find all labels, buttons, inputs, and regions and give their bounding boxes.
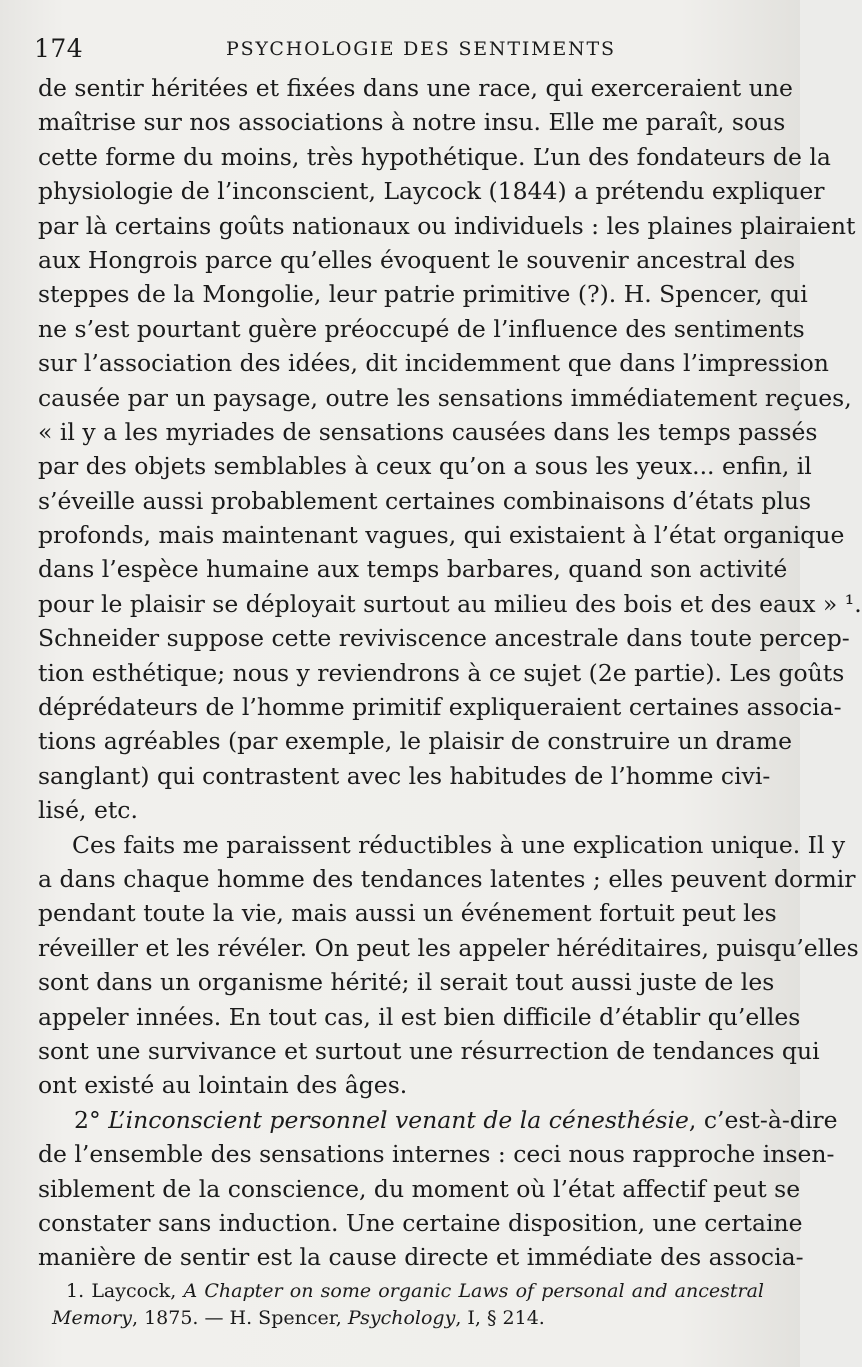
footnote-book-title-2: Psychology	[347, 1307, 456, 1329]
page-number: 174	[34, 34, 84, 63]
text-line: causée par un paysage, outre les sensations immédiatement reçues,	[38, 383, 852, 412]
text-line: physiologie de l’inconscient, Laycock (1844) a prétendu expliquer	[38, 177, 825, 206]
text-line: par là certains goûts nationaux ou individuels : les plaines plairaient	[38, 211, 856, 240]
text-line: de l’ensemble des sensations internes : ceci nous rapproche insen-	[38, 1140, 835, 1169]
footnote-reference: , I, § 214.	[455, 1307, 545, 1329]
text-line: lisé, etc.	[38, 796, 138, 825]
text-line: manière de sentir est la cause directe et immédiate des associa-	[38, 1243, 804, 1272]
footnote-book-title: A Chapter on some organic Laws of personal and ancestral	[183, 1280, 764, 1302]
text-line: sur l’association des idées, dit incidemment que dans l’impression	[38, 349, 829, 378]
text-line: tions agréables (par exemple, le plaisir de construire un drame	[38, 727, 792, 756]
footnote-prefix: 1. Laycock,	[66, 1280, 184, 1302]
text-line: siblement de la conscience, du moment où l’état affectif peut se	[38, 1174, 801, 1203]
text-line: de sentir héritées et fixées dans une race, qui exerceraient une	[38, 74, 793, 102]
text-line: appeler innées. En tout cas, il est bien difficile d’établir qu’elles	[38, 1002, 801, 1031]
paragraph-first-line: Ces faits me paraissent réductibles à une explication unique. Il y	[72, 830, 846, 859]
running-title: PSYCHOLOGIE DES SENTIMENTS	[226, 38, 616, 60]
footnote-book-title-end: Memory	[52, 1307, 132, 1329]
footnote-line	[52, 1305, 764, 1332]
text-line: dans l’espèce humaine aux temps barbares, quand son activité	[38, 555, 788, 584]
text-line: a dans chaque homme des tendances latentes ; elles peuvent dormir	[38, 864, 856, 893]
footnote-middle: , 1875. — H. Spencer,	[131, 1307, 348, 1329]
section-title-rest: , c’est-à-dire	[688, 1105, 838, 1134]
text-line: s’éveille aussi probablement certaines combinaisons d’états plus	[38, 486, 812, 515]
text-line: constater sans induction. Une certaine disposition, une certaine	[38, 1208, 803, 1237]
text-line: tion esthétique; nous y reviendrons à ce sujet (2e partie). Les goûts	[38, 658, 845, 687]
text-line: déprédateurs de l’homme primitif expliqueraient certaines associa-	[38, 693, 842, 722]
main-text	[38, 71, 862, 1275]
text-line: pendant toute la vie, mais aussi un événement fortuit peut les	[38, 899, 777, 928]
text-line: ont existé au lointain des âges.	[38, 1071, 408, 1100]
text-line: sont une survivance et surtout une résurrection de tendances qui	[38, 1036, 820, 1065]
text-line: réveiller et les révéler. On peut les appeler héréditaires, puisqu’elles	[38, 933, 859, 962]
footnote-line	[52, 1278, 764, 1305]
page-header	[34, 34, 760, 64]
section-title: L’inconscient personnel venant de la cénesthésie	[108, 1105, 689, 1134]
text-line: sanglant) qui contrastent avec les habitudes de l’homme civi-	[38, 761, 771, 790]
text-line: pour le plaisir se déployait surtout au milieu des bois et des eaux » ¹.	[38, 589, 862, 618]
section-heading-line	[38, 1103, 838, 1137]
section-number: 2°	[74, 1105, 101, 1134]
footnote	[52, 1278, 764, 1332]
text-line: steppes de la Mongolie, leur patrie primitive (?). H. Spencer, qui	[38, 280, 808, 309]
text-line: maîtrise sur nos associations à notre insu. Elle me paraît, sous	[38, 108, 786, 137]
text-line: par des objets semblables à ceux qu’on a sous les yeux... enfin, il	[38, 452, 812, 481]
text-line: Schneider suppose cette reviviscence ancestrale dans toute percep-	[38, 624, 850, 653]
text-line: ne s’est pourtant guère préoccupé de l’influence des sentiments	[38, 314, 805, 343]
text-line: aux Hongrois parce qu’elles évoquent le souvenir ancestral des	[38, 245, 796, 274]
text-line: cette forme du moins, très hypothétique. L’un des fondateurs de la	[38, 142, 831, 171]
text-line: « il y a les myriades de sensations causées dans les temps passés	[38, 417, 818, 446]
text-line: sont dans un organisme hérité; il serait tout aussi juste de les	[38, 968, 775, 997]
text-line: profonds, mais maintenant vagues, qui existaient à l’état organique	[38, 521, 845, 550]
